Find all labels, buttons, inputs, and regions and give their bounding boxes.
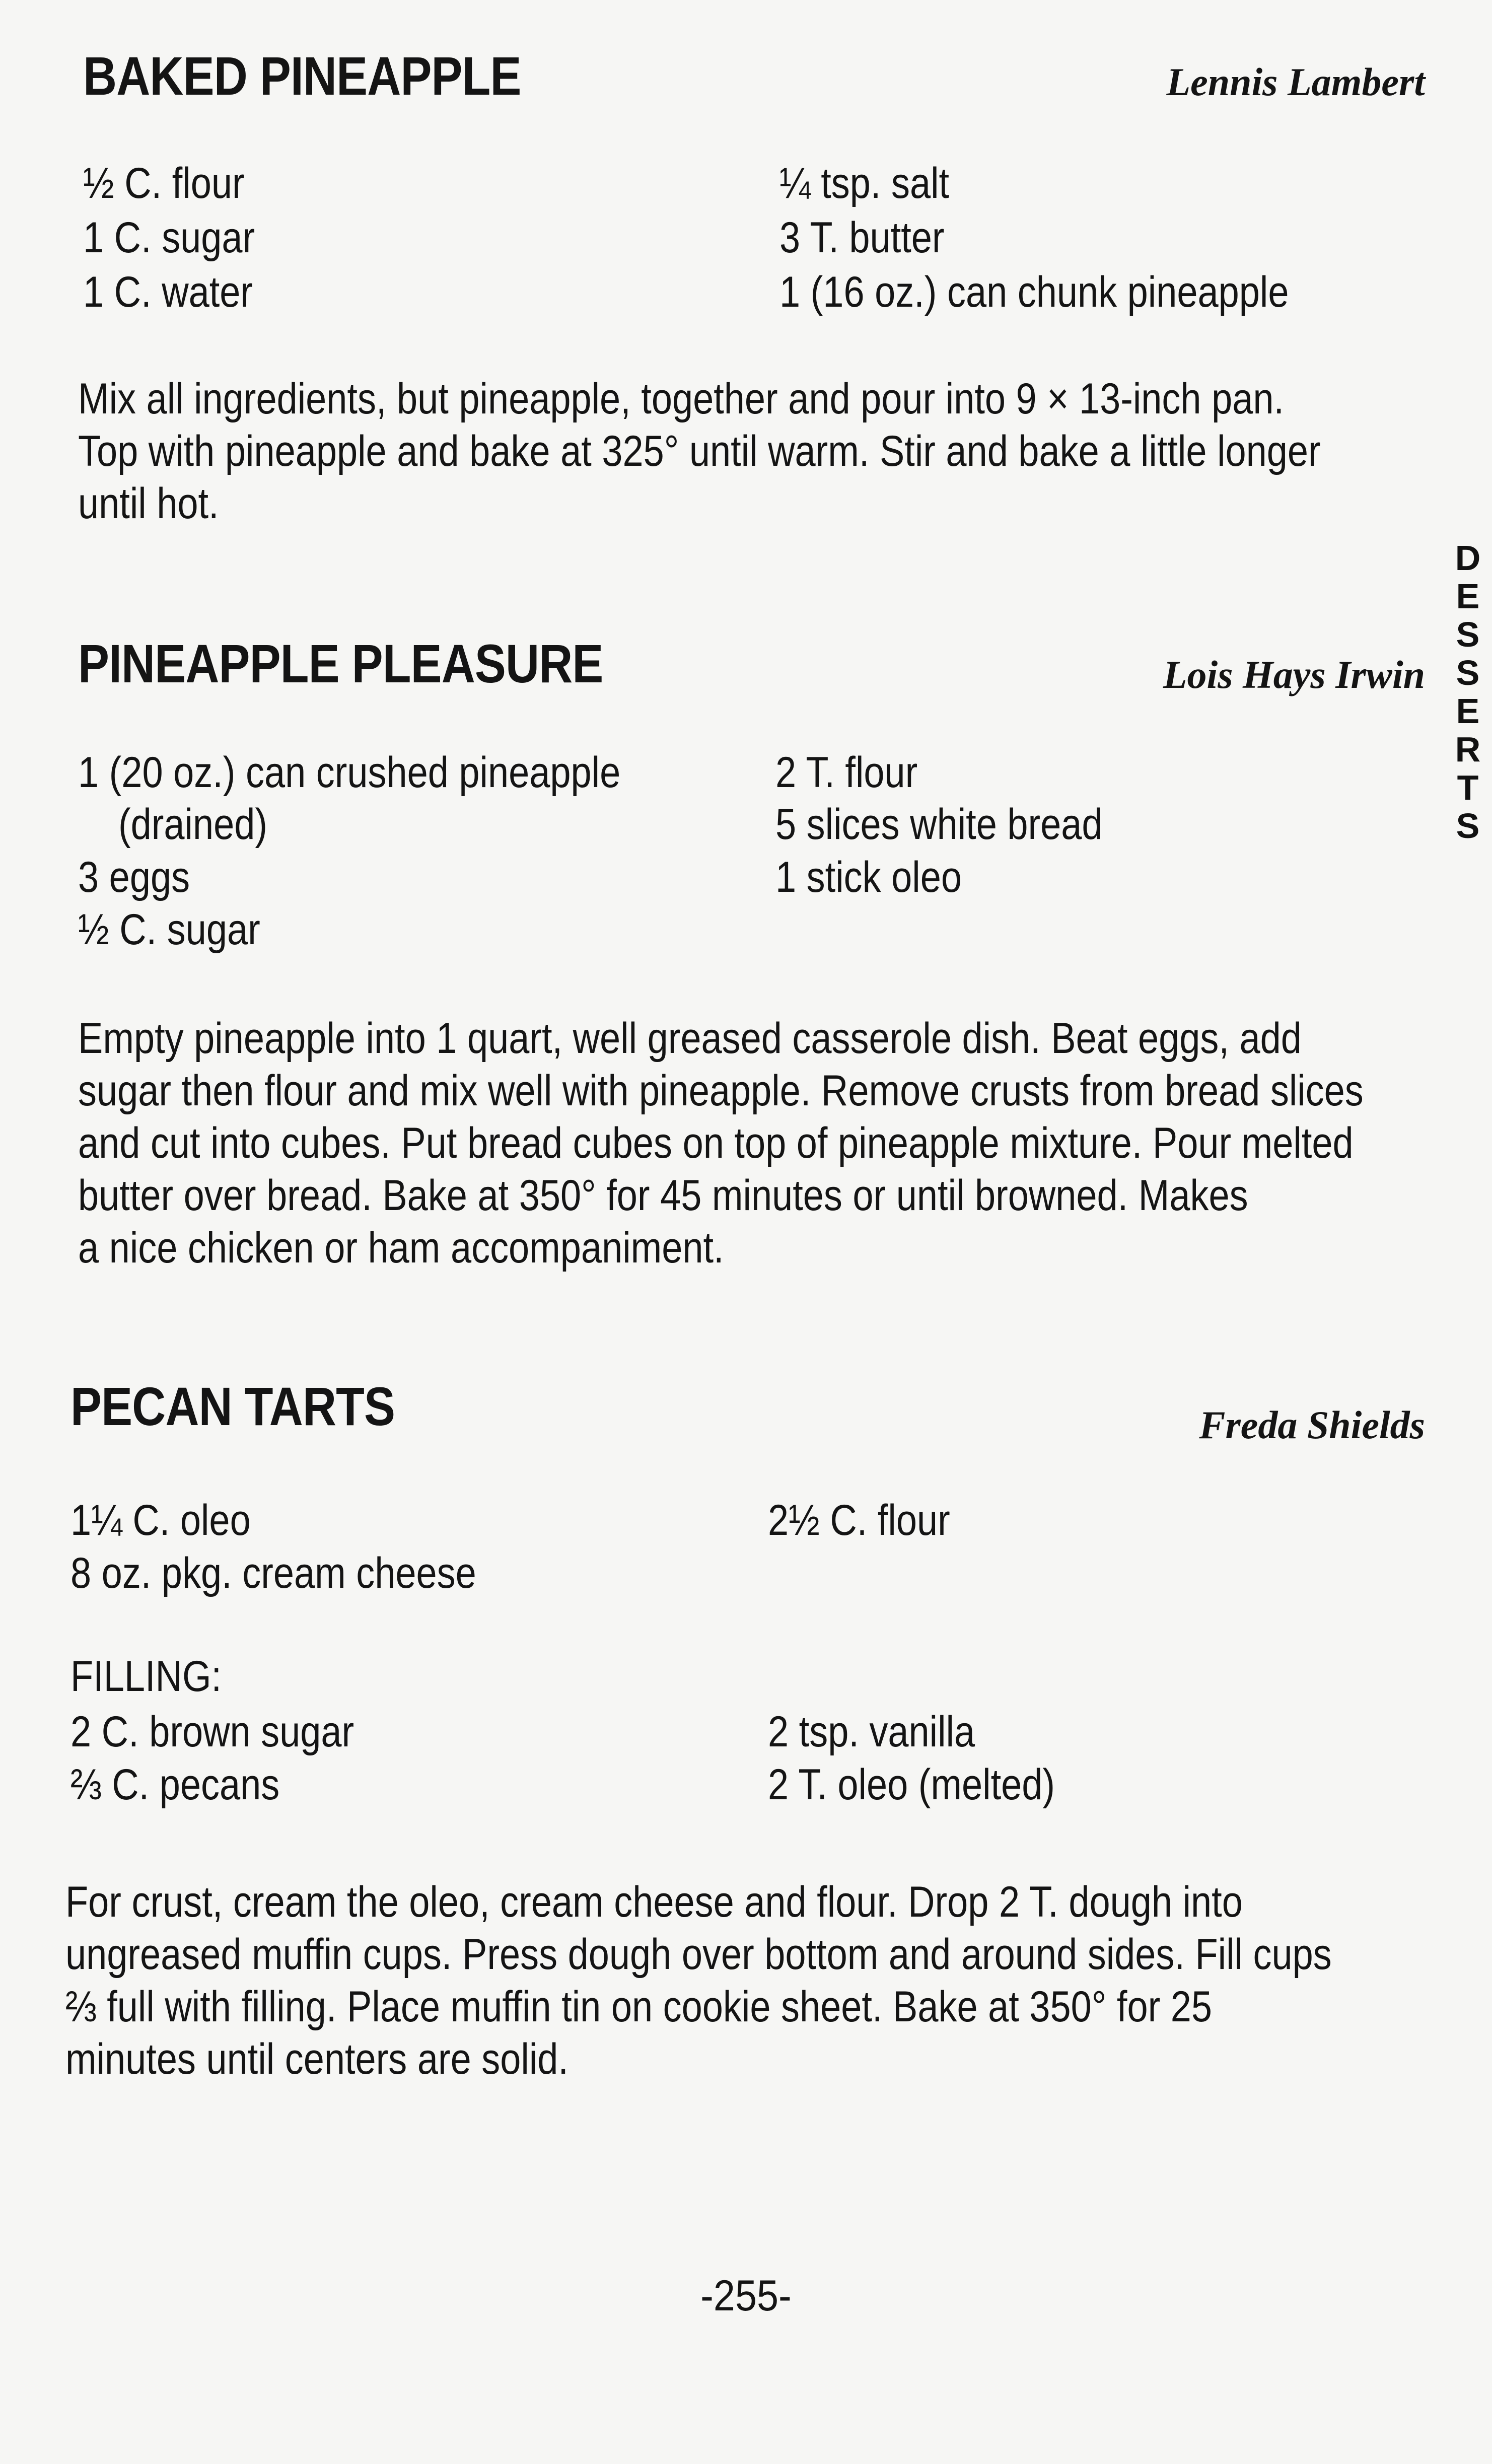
section-tab-letter: D (1455, 538, 1481, 578)
filling-ingredient-right: 2 T. oleo (melted) (768, 1761, 1055, 1809)
page-number: -255- (700, 2272, 792, 2320)
ingredient-left: 1 C. water (83, 268, 253, 316)
directions-line: minutes until centers are solid. (65, 2035, 569, 2083)
filling-ingredient-right: 2 tsp. vanilla (768, 1708, 975, 1756)
filling-ingredient-left: ⅔ C. pecans (70, 1761, 280, 1809)
ingredient-right: ¼ tsp. salt (779, 159, 950, 207)
ingredient-left: 1¼ C. oleo (70, 1496, 251, 1544)
recipe-directions-baked-pineapple (78, 373, 1412, 530)
ingredient-left: 3 eggs (78, 853, 190, 901)
ingredient-left: 1 C. sugar (83, 214, 255, 262)
section-tab-letter: S (1456, 653, 1480, 692)
ingredient-right: 1 stick oleo (775, 853, 962, 901)
recipe-title-pecan-tarts: PECAN TARTS (70, 1376, 395, 1437)
recipe-directions-pineapple-pleasure (78, 1012, 1412, 1274)
directions-line: a nice chicken or ham accompaniment. (78, 1224, 724, 1272)
section-tab-desserts (1450, 539, 1485, 845)
directions-line: ungreased muffin cups. Press dough over bottom and around sides. Fill cups (65, 1930, 1332, 1979)
recipe-title-baked-pineapple: BAKED PINEAPPLE (83, 45, 521, 106)
directions-line: For crust, cream the oleo, cream cheese and flour. Drop 2 T. dough into (65, 1878, 1243, 1926)
ingredient-left: ½ C. flour (83, 159, 245, 207)
ingredient-right: 1 (16 oz.) can chunk pineapple (779, 268, 1289, 316)
ingredient-left: (drained) (118, 800, 267, 849)
recipe-author-pineapple-pleasure: Lois Hays Irwin (1163, 653, 1425, 696)
section-tab-letter: S (1456, 615, 1480, 654)
section-tab-letter: E (1456, 577, 1480, 616)
recipe-author-baked-pineapple: Lennis Lambert (1166, 60, 1425, 104)
ingredient-right: 3 T. butter (779, 214, 945, 262)
directions-line: Top with pineapple and bake at 325° until warm. Stir and bake a little longer (78, 427, 1321, 475)
filling-label: FILLING: (70, 1652, 222, 1701)
directions-line: ⅔ full with filling. Place muffin tin on cookie sheet. Bake at 350° for 25 (65, 1983, 1213, 2031)
ingredient-right: 5 slices white bread (775, 800, 1103, 849)
ingredient-right: 2½ C. flour (768, 1496, 950, 1544)
section-tab-letter: T (1457, 768, 1479, 807)
directions-line: sugar then flour and mix well with pineapple. Remove crusts from bread slices (78, 1067, 1364, 1115)
ingredient-left: ½ C. sugar (78, 905, 260, 954)
ingredient-left: 1 (20 oz.) can crushed pineapple (78, 748, 621, 797)
ingredient-left: 8 oz. pkg. cream cheese (70, 1549, 476, 1597)
recipe-title-pineapple-pleasure: PINEAPPLE PLEASURE (78, 633, 603, 694)
directions-line: butter over bread. Bake at 350° for 45 minutes or until browned. Makes (78, 1171, 1248, 1220)
filling-ingredient-left: 2 C. brown sugar (70, 1708, 354, 1756)
directions-line: and cut into cubes. Put bread cubes on top of pineapple mixture. Pour melted (78, 1119, 1354, 1167)
recipe-author-pecan-tarts: Freda Shields (1199, 1403, 1425, 1447)
directions-line: until hot. (78, 479, 219, 528)
recipe-directions-pecan-tarts (65, 1876, 1400, 2085)
section-tab-letter: E (1456, 691, 1480, 731)
ingredient-right: 2 T. flour (775, 748, 918, 797)
directions-line: Mix all ingredients, but pineapple, together and pour into 9 × 13-inch pan. (78, 375, 1285, 423)
section-tab-letter: R (1455, 730, 1481, 769)
section-tab-letter: S (1456, 806, 1480, 846)
directions-line: Empty pineapple into 1 quart, well greased casserole dish. Beat eggs, add (78, 1014, 1302, 1063)
